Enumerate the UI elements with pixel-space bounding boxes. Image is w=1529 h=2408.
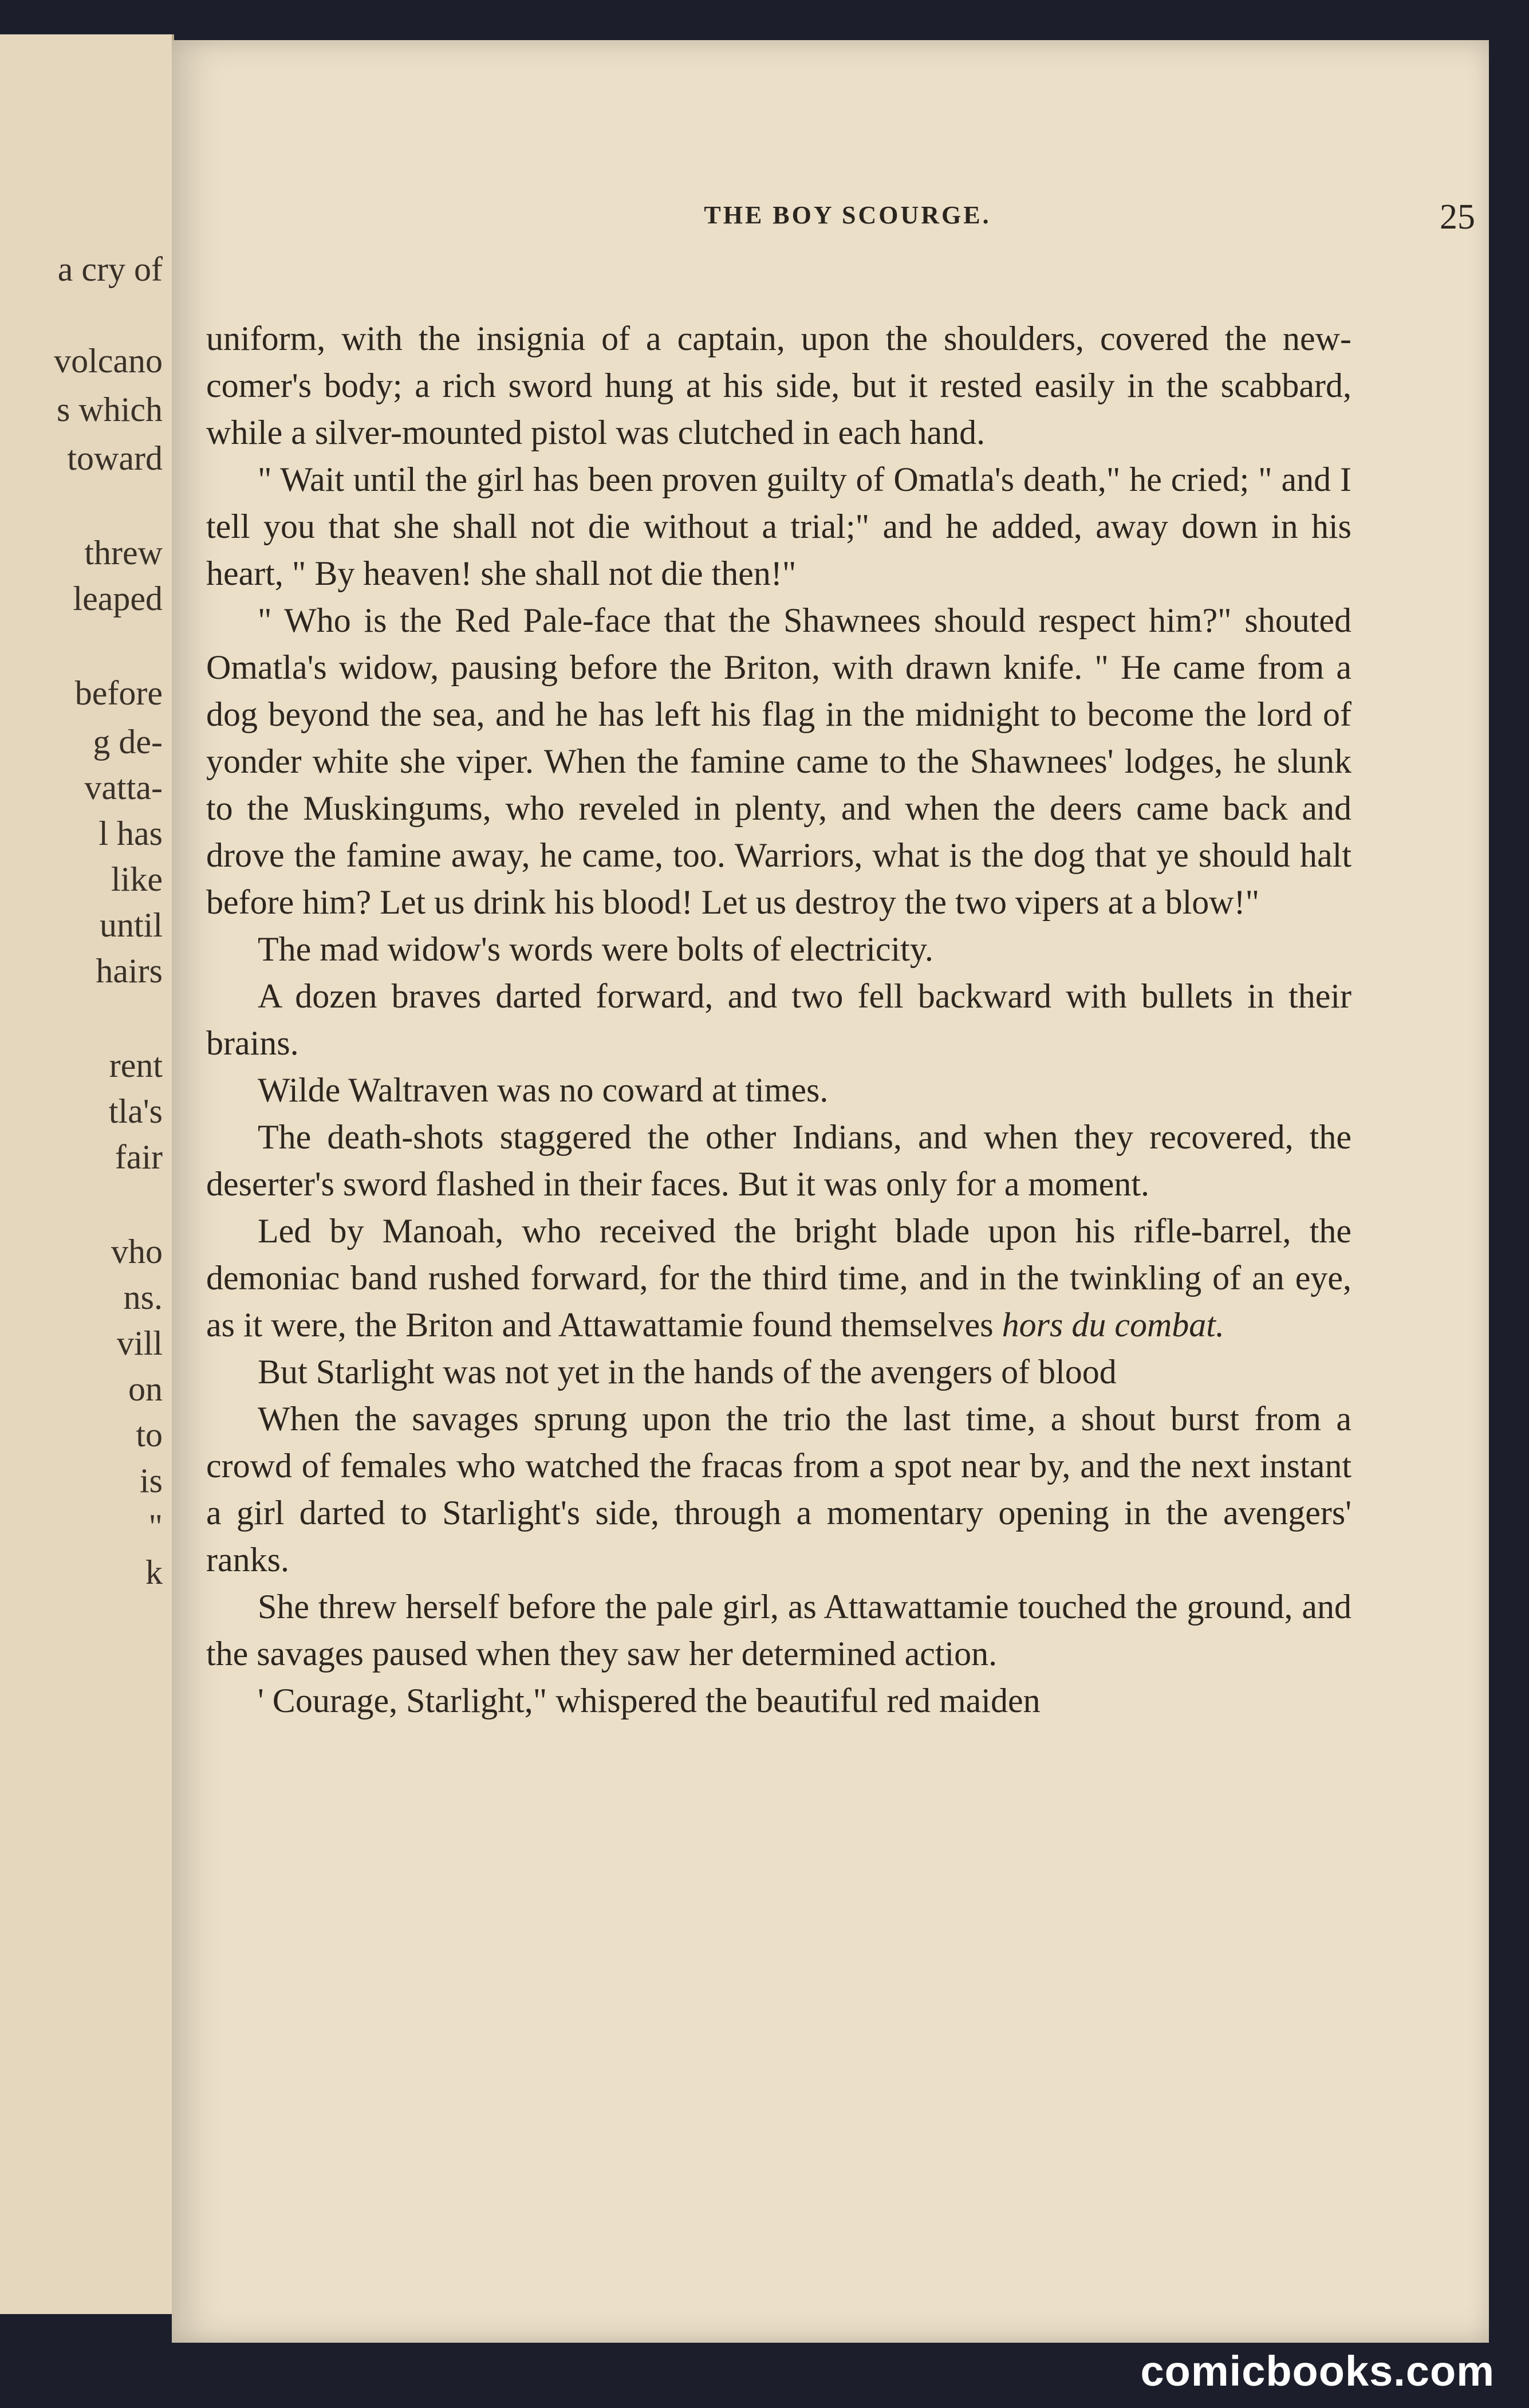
- left-page-fragment: toward: [67, 439, 163, 477]
- left-page-fragment: is: [139, 1462, 163, 1500]
- paragraph: " Wait until the girl has been proven guilty of Omatla's death," he cried; " and I tell you that she shall not die without a trial;" and he added, away down in his heart, " By heaven! she shall not die then!": [206, 461, 1351, 592]
- left-page-fragment: g de-: [93, 723, 163, 761]
- body-text: [206, 315, 1351, 1724]
- page-header: [206, 200, 1489, 252]
- paragraph: ' Courage, Starlight," whispered the beautiful red maiden: [258, 1682, 1041, 1720]
- left-page-fragment: tla's: [108, 1092, 163, 1130]
- paragraph-text: Led by Manoah, who received the bright blade upon his rifle-barrel, the demoniac band rushed forward, for the third time, and in the twinkling of an eye, as it were, the Briton and Attawattamie found themselves: [206, 1212, 1351, 1344]
- left-page-fragment: rent: [109, 1046, 163, 1084]
- left-page-fragment: like: [111, 860, 163, 898]
- book-page: [172, 40, 1489, 2343]
- paragraph: uniform, with the insignia of a captain, upon the shoulders, covered the new-comer's body; a rich sword hung at his side, but it rested easily in the scabbard, while a silver-mounted pistol was clutched in each hand.: [206, 320, 1351, 451]
- paragraph: [206, 1207, 1351, 1348]
- paragraph: But Starlight was not yet in the hands of the avengers of blood: [258, 1353, 1117, 1391]
- paragraph: " Who is the Red Pale-face that the Shawnees should respect him?" shouted Omatla's widow, pausing before the Briton, with drawn knife. " He came from a dog beyond the sea, and he has left his flag in the midnight to become the lord of yonder white she viper. When the famine came to the Shawnees' lodges, he slunk to the Muskingums, who reveled in plenty, and when the deers came back and drove the famine away, he came, too. Warriors, what is the dog that ye should halt before him? Let us drink his blood! Let us destroy the two vipers at a blow!": [206, 601, 1351, 921]
- left-page-fragment: threw: [84, 534, 163, 572]
- paragraph: When the savages sprung upon the trio the last time, a shout burst from a crowd of females who watched the fracas from a spot near by, and the next instant a girl darted to Starlight's side, through a momentary opening in the avengers' ranks.: [206, 1400, 1351, 1579]
- watermark-logo: comicbooks.com: [1140, 2347, 1495, 2395]
- facing-left-page: [0, 34, 174, 2314]
- italic-phrase: hors du combat.: [1002, 1306, 1224, 1344]
- left-page-fragment: hairs: [96, 952, 163, 990]
- left-page-fragment: a cry of: [57, 250, 163, 288]
- left-page-fragment: vill: [116, 1324, 163, 1362]
- left-page-fragment: leaped: [73, 580, 163, 617]
- page-number: 25: [1440, 198, 1475, 237]
- left-page-fragment: vatta-: [84, 769, 163, 806]
- paragraph: She threw herself before the pale girl, as Attawattamie touched the ground, and the savages paused when they saw her determined action.: [206, 1588, 1351, 1673]
- left-page-fragment: on: [128, 1370, 163, 1408]
- left-page-fragment: k: [145, 1553, 163, 1591]
- left-page-fragment: ns.: [123, 1278, 163, 1316]
- left-page-fragment: to: [136, 1416, 163, 1454]
- left-page-fragment: ": [148, 1508, 163, 1545]
- left-page-fragment: s which: [57, 391, 163, 428]
- left-page-fragment: fair: [115, 1138, 163, 1176]
- paragraph: The mad widow's words were bolts of electricity.: [258, 930, 933, 968]
- paragraph: A dozen braves darted forward, and two fell backward with bullets in their brains.: [206, 977, 1351, 1062]
- paragraph: Wilde Waltraven was no coward at times.: [258, 1071, 829, 1109]
- left-page-fragment: volcano: [54, 342, 163, 380]
- left-page-fragment: l has: [98, 815, 163, 852]
- left-page-fragment: before: [74, 674, 163, 712]
- left-page-fragment: vho: [111, 1233, 163, 1270]
- paragraph: The death-shots staggered the other Indians, and when they recovered, the deserter's sword flashed in their faces. But it was only for a moment.: [206, 1118, 1351, 1203]
- running-head: THE BOY SCOURGE.: [704, 201, 991, 229]
- left-page-fragment: until: [99, 906, 163, 944]
